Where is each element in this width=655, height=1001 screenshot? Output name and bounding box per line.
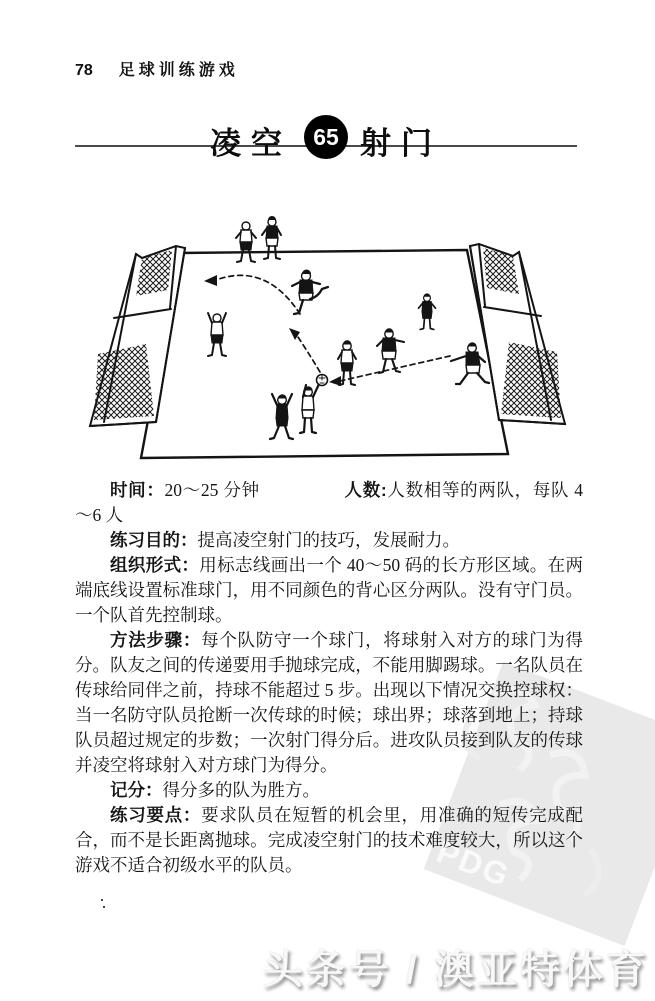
watermark-label: PDG	[432, 833, 516, 894]
page-header	[75, 57, 239, 80]
organization-paragraph	[75, 553, 583, 628]
key-points-label: 练习要点：	[110, 805, 202, 825]
stray-ink-dots	[101, 899, 103, 901]
game-title	[75, 112, 577, 176]
organization-text: 用标志线画出一个 40～50 码的长方形区域。在两端底线设置标准球门，用不同颜色的背心区分两队。没有守门员。一个队首先控制球。	[75, 555, 584, 625]
game-number-badge: 65	[304, 115, 348, 159]
field-outline	[141, 250, 508, 458]
title-prefix: 凌空	[210, 126, 292, 161]
time-label: 时间：	[110, 480, 165, 500]
method-text: 每个队防守一个球门，将球射入对方的球门为得分。队友之间的传递要用手抛球完成，不能用脚踢球。一名队员在传球给同伴之前，持球不能超过 5 步。出现以下情况交换控球权：当一名防守队员抢断一次传球的时候；球出界；球落到地上；持球队员超过规定的步数；一次射门得分后。进攻队员接到队友的传球并凌空将球射入对方球门为得分。	[75, 630, 584, 775]
page-number: 78	[75, 62, 93, 79]
purpose-label: 练习目的：	[110, 530, 198, 550]
scoring-text: 得分多的队为胜方。	[162, 780, 320, 800]
title-suffix: 射门	[360, 126, 442, 161]
purpose-paragraph	[75, 528, 583, 553]
players-value: 人数相等的两队，每队 4～6 人	[75, 480, 584, 525]
time-value: 20～25 分钟	[164, 480, 260, 500]
players-label: 人数:	[343, 480, 387, 500]
organization-label: 组织形式：	[110, 555, 200, 575]
ball	[317, 375, 328, 386]
method-paragraph	[75, 628, 583, 778]
body-text	[75, 478, 583, 878]
field-illustration	[84, 196, 571, 474]
stats-line	[75, 478, 583, 528]
scoring-label: 记分：	[110, 780, 163, 800]
key-points-text: 要求队员在短暂的机会里，用准确的短传完成配合，而不是长距离抛球。完成凌空射门的技术难度较大，所以这个游戏不适合初级水平的队员。	[75, 805, 584, 875]
purpose-text: 提高凌空射门的技巧，发展耐力。	[197, 530, 460, 550]
scoring-paragraph	[75, 778, 583, 803]
book-title: 足球训练游戏	[118, 62, 239, 79]
method-label: 方法步骤：	[110, 630, 202, 650]
key-points-paragraph	[75, 803, 583, 878]
footer-branding: 头条号 / 澳亚特体育	[262, 948, 649, 992]
